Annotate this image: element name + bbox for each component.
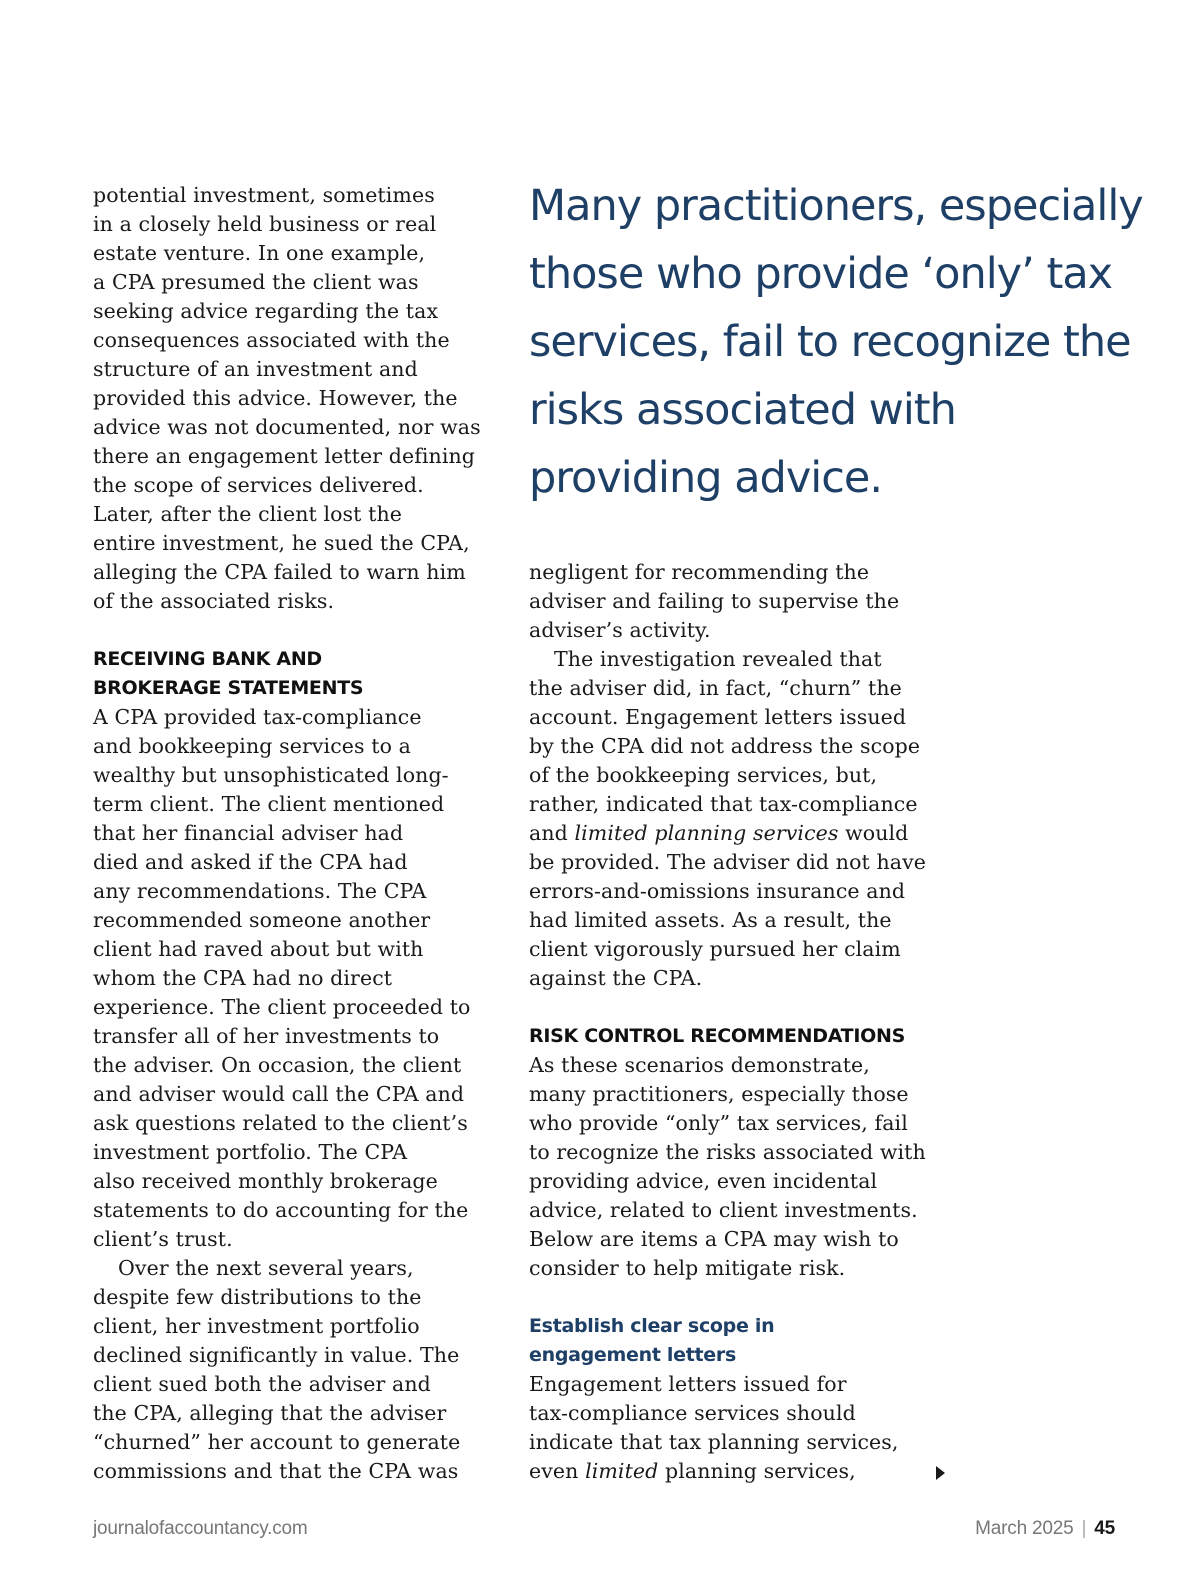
footer-date: March 2025 — [975, 1518, 1074, 1539]
text-fragment: even — [529, 1459, 586, 1483]
footer-separator: | — [1081, 1518, 1087, 1539]
triangle-right-icon — [936, 1466, 945, 1480]
pull-quote — [529, 172, 1149, 512]
text-line: statements to do accounting for the — [93, 1198, 469, 1222]
text-line: to recognize the risks associated with — [529, 1140, 926, 1164]
body-paragraph — [93, 703, 503, 1254]
text-line: and adviser would call the CPA and — [93, 1082, 465, 1106]
text-line: Later, after the client lost the — [93, 502, 402, 526]
text-line: tax-compliance services should — [529, 1401, 856, 1425]
text-line: advice was not documented, nor was — [93, 415, 481, 439]
pull-quote-line: services, fail to recognize the — [529, 317, 1131, 367]
left-column — [93, 181, 503, 1486]
subheading-line: Establish clear scope in — [529, 1315, 775, 1337]
text-line: seeking advice regarding the tax — [93, 299, 439, 323]
text-line: negligent for recommending the — [529, 560, 870, 584]
heading-line: RECEIVING BANK AND — [93, 648, 322, 670]
text-line: potential investment, sometimes — [93, 183, 435, 207]
text-line: provided this advice. However, the — [93, 386, 458, 410]
text-line: transfer all of her investments to — [93, 1024, 440, 1048]
text-line: the adviser. On occasion, the client — [93, 1053, 462, 1077]
text-line: in a closely held business or real — [93, 212, 437, 236]
italic-text: limited planning services — [574, 821, 839, 845]
text-line: recommended someone another — [93, 908, 431, 932]
text-line: of the associated risks. — [93, 589, 335, 613]
text-line: by the CPA did not address the scope — [529, 734, 921, 758]
text-line: A CPA provided tax-compliance — [93, 705, 422, 729]
text-line: consequences associated with the — [93, 328, 450, 352]
text-line: client vigorously pursued her claim — [529, 937, 901, 961]
text-line: Below are items a CPA may wish to — [529, 1227, 899, 1251]
heading-line: RISK CONTROL RECOMMENDATIONS — [529, 1025, 905, 1047]
text-line: despite few distributions to the — [93, 1285, 422, 1309]
section-heading — [529, 1022, 949, 1051]
text-line: client sued both the adviser and — [93, 1372, 431, 1396]
text-line: experience. The client proceeded to — [93, 995, 471, 1019]
text-line: providing advice, even incidental — [529, 1169, 878, 1193]
text-line: against the CPA. — [529, 966, 703, 990]
right-column — [529, 558, 949, 1486]
text-line: ask questions related to the client’s — [93, 1111, 468, 1135]
text-line: died and asked if the CPA had — [93, 850, 408, 874]
text-line: who provide “only” tax services, fail — [529, 1111, 908, 1135]
text-line: adviser’s activity. — [529, 618, 711, 642]
paragraph-gap — [529, 993, 949, 1022]
text-fragment: would — [838, 821, 909, 845]
text-line: client’s trust. — [93, 1227, 233, 1251]
text-line: “churned” her account to generate — [93, 1430, 461, 1454]
body-paragraph — [529, 1370, 949, 1486]
body-paragraph — [93, 181, 503, 616]
text-line: wealthy but unsophisticated long- — [93, 763, 449, 787]
section-heading — [93, 645, 503, 703]
text-line: the scope of services delivered. — [93, 473, 424, 497]
pull-quote-line: providing advice. — [529, 453, 882, 503]
text-line: structure of an investment and — [93, 357, 418, 381]
text-line: Engagement letters issued for — [529, 1372, 847, 1396]
text-line: commissions and that the CPA was — [93, 1459, 459, 1483]
italic-text: limited — [585, 1459, 659, 1483]
paragraph-gap — [529, 1283, 949, 1312]
page-number: 45 — [1094, 1518, 1115, 1539]
text-line: indicate that tax planning services, — [529, 1430, 899, 1454]
text-line — [529, 1457, 949, 1486]
text-line: rather, indicated that tax-compliance — [529, 792, 918, 816]
text-line: account. Engagement letters issued — [529, 705, 907, 729]
text-line: advice, related to client investments. — [529, 1198, 918, 1222]
text-line: consider to help mitigate risk. — [529, 1256, 846, 1280]
text-line: entire investment, he sued the CPA, — [93, 531, 470, 555]
body-paragraph — [529, 645, 949, 993]
text-line: of the bookkeeping services, but, — [529, 763, 878, 787]
text-line: there an engagement letter defining — [93, 444, 476, 468]
text-line: had limited assets. As a result, the — [529, 908, 892, 932]
text-line: many practitioners, especially those — [529, 1082, 909, 1106]
text-line — [529, 819, 949, 848]
text-line: that her financial adviser had — [93, 821, 404, 845]
paragraph-gap — [93, 616, 503, 645]
text-line: alleging the CPA failed to warn him — [93, 560, 466, 584]
text-line: client, her investment portfolio — [93, 1314, 420, 1338]
text-line: the adviser did, in fact, “churn” the — [529, 676, 902, 700]
text-line: and bookkeeping services to a — [93, 734, 411, 758]
body-paragraph — [93, 1254, 503, 1486]
text-line: As these scenarios demonstrate, — [529, 1053, 870, 1077]
text-line: The investigation revealed that — [554, 647, 882, 671]
text-line: term client. The client mentioned — [93, 792, 445, 816]
text-fragment: planning services, — [658, 1459, 856, 1483]
text-line: any recommendations. The CPA — [93, 879, 427, 903]
text-line: also received monthly brokerage — [93, 1169, 438, 1193]
text-line: be provided. The adviser did not have — [529, 850, 927, 874]
pull-quote-line: Many practitioners, especially — [529, 181, 1143, 231]
text-line: Over the next several years, — [118, 1256, 414, 1280]
subsection-heading — [529, 1312, 949, 1370]
pull-quote-line: those who provide ‘only’ tax — [529, 249, 1113, 299]
text-line: declined significantly in value. The — [93, 1343, 460, 1367]
body-paragraph — [529, 558, 949, 645]
heading-line: BROKERAGE STATEMENTS — [93, 677, 364, 699]
text-line: a CPA presumed the client was — [93, 270, 419, 294]
text-line: errors-and-omissions insurance and — [529, 879, 906, 903]
text-fragment: and — [529, 821, 575, 845]
subheading-line: engagement letters — [529, 1344, 736, 1366]
text-line: the CPA, alleging that the adviser — [93, 1401, 447, 1425]
text-line: adviser and failing to supervise the — [529, 589, 900, 613]
text-line: whom the CPA had no direct — [93, 966, 393, 990]
footer-site: journalofaccountancy.com — [93, 1518, 308, 1539]
pull-quote-line: risks associated with — [529, 385, 956, 435]
text-line: client had raved about but with — [93, 937, 424, 961]
text-line: investment portfolio. The CPA — [93, 1140, 408, 1164]
text-line: estate venture. In one example, — [93, 241, 426, 265]
footer-page-info — [975, 1518, 1115, 1540]
body-paragraph — [529, 1051, 949, 1283]
